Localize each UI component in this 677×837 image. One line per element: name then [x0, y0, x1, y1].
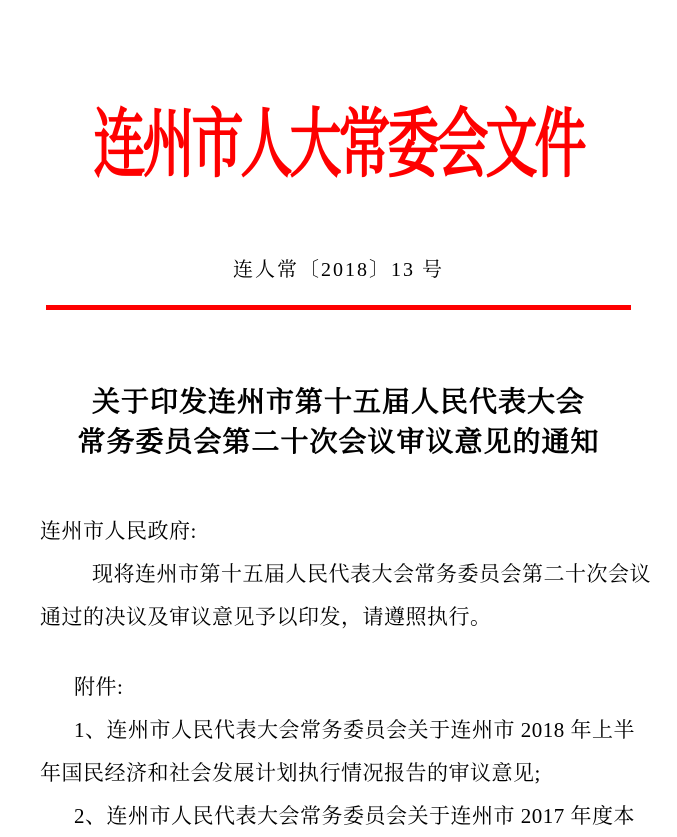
red-separator-rule [46, 305, 631, 310]
paragraph-line: 现将连州市第十五届人民代表大会常务委员会第二十次会议 [92, 562, 651, 586]
attachment-item-line: 年国民经济和社会发展计划执行情况报告的审议意见; [40, 761, 541, 785]
masthead [0, 92, 677, 188]
paragraph-line: 通过的决议及审议意见予以印发，请遵照执行。 [40, 605, 492, 629]
salutation: 连州市人民政府: [40, 519, 197, 543]
masthead-title: 连州市人大常委会文件 [93, 104, 584, 188]
document-body [0, 510, 677, 837]
document-title-line2: 常务委员会第二十次会议审议意见的通知 [77, 427, 600, 458]
attachments-label: 附件: [74, 675, 124, 699]
document-number: 连人常〔2018〕13 号 [233, 259, 444, 281]
attachment-item-line: 1、连州市人民代表大会常务委员会关于连州市 2018 年上半 [74, 718, 635, 742]
document-title-line1: 关于印发连州市第十五届人民代表大会 [91, 387, 585, 418]
attachment-item-line: 2、连州市人民代表大会常务委员会关于连州市 2017 年度本 [74, 804, 635, 828]
document-title [0, 383, 677, 463]
